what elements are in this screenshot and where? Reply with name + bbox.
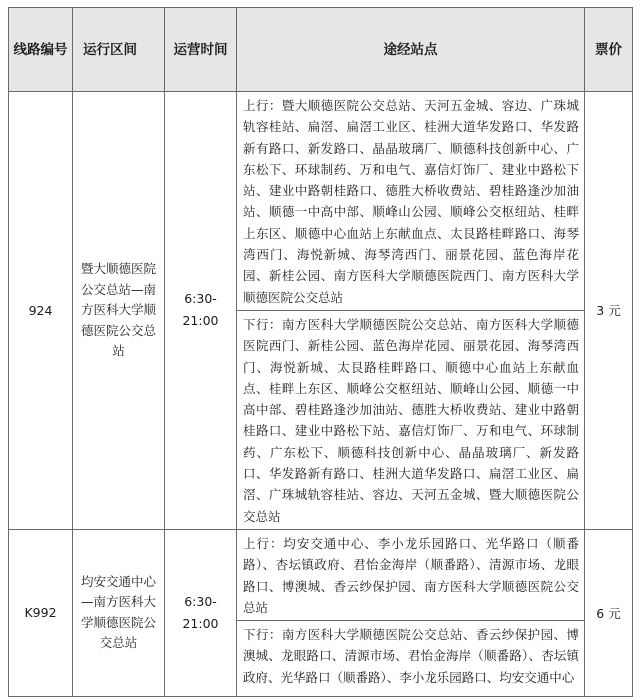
up-direction-stops: 上行：均安交通中心、李小龙乐园路口、光华路口（顺番路）、杏坛镇政府、君怡金海岸（顺番路）、清源市场、龙眼路口、博澳城、香云纱保护园、南方医科大学顺德医院公交总站 <box>243 535 579 615</box>
header-stops: 途经站点 <box>237 8 585 92</box>
header-route: 运行区间 <box>73 8 165 92</box>
down-direction-stops: 下行：南方医科大学顺德医院公交总站、南方医科大学顺德医院西门、新桂公园、蓝色海岸花园、丽景花园、海琴湾西门、海悦新城、太艮路桂畔路口、顺德中心血站上东献血点、桂畔上东区、顺峰公交枢纽站、顺峰山公园、顺德一中高中部、碧桂路逢沙加油站、德胜大桥收费站、建业中路朝桂路口、建业中路松下站、嘉信灯饰厂、万和电气、环球制药、广东松下、顺德科技创新中心、晶晶玻璃厂、新发路口、华发路新有路口、桂洲大道华发路口、扁滘工业区、扁滘、广珠城轨容桂站、容边、天河五金城、暨大顺德医院公交总站 <box>237 310 584 529</box>
route-range <box>73 92 165 530</box>
header-line-no: 线路编号 <box>9 8 73 92</box>
fare: 6 元 <box>585 529 633 696</box>
header-hours: 运营时间 <box>165 8 237 92</box>
up-direction-stops: 上行：暨大顺德医院公交总站、天河五金城、容边、广珠城轨容桂站、扁滘、扁滘工业区、桂洲大道华发路口、华发路新有路口、新发路口、晶晶玻璃厂、顺德科技创新中心、广东松下、环球制药、万和电气、嘉信灯饰厂、建业中路松下站、建业中路朝桂路口、德胜大桥收费站、碧桂路逢沙加油站、顺德一中高中部、顺峰山公园、顺峰公交枢纽站、桂畔上东区、顺德中心血站上东献血点、太艮路桂畔路口、海琴湾西门、海悦新城、海琴湾西门、丽景花园、蓝色海岸花园、新桂公园、南方医科大学顺德医院西门、南方医科大学顺德医院公交总站 <box>243 98 579 305</box>
header-row <box>9 8 633 92</box>
down-direction-stops: 下行：南方医科大学顺德医院公交总站、香云纱保护园、博澳城、龙眼路口、清源市场、君怡金海岸（顺番路）、杏坛镇政府、光华路口（顺番路）、李小龙乐园路口、均安交通中心 <box>237 620 584 690</box>
operating-hours-text: 6:30-21:00 <box>182 593 219 631</box>
table-row <box>9 92 633 530</box>
table-row <box>9 529 633 696</box>
operating-hours <box>165 92 237 530</box>
fare: 3 元 <box>585 92 633 530</box>
operating-hours-text: 6:30-21:00 <box>182 291 219 329</box>
header-fare: 票价 <box>585 8 633 92</box>
bus-route-table <box>8 7 633 697</box>
operating-hours <box>165 529 237 696</box>
line-number: 924 <box>9 92 73 530</box>
stops-cell <box>237 529 585 696</box>
route-range-text: 均安交通中心—南方医科大学顺德医院公交总站 <box>80 573 156 651</box>
line-number: K992 <box>9 529 73 696</box>
route-range <box>73 529 165 696</box>
stops-cell <box>237 92 585 530</box>
route-range-text: 暨大顺德医院公交总站—南方医科大学顺德医院公交总站 <box>80 261 156 359</box>
